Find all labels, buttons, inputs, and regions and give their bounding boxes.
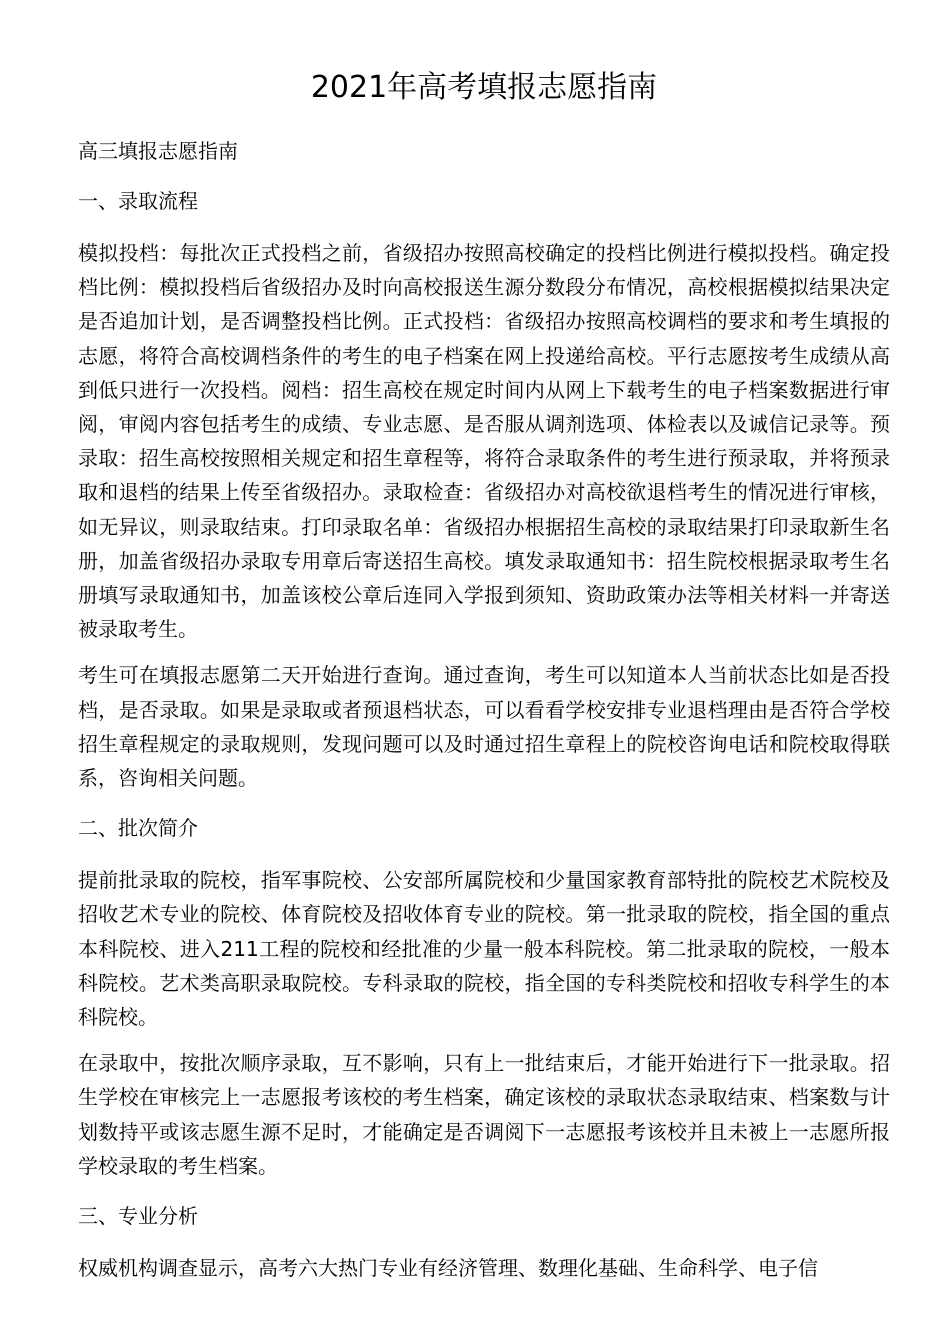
paragraph: 提前批录取的院校，指军事院校、公安部所属院校和少量国家教育部特批的院校艺术院校及招收艺术专业的院校、体育院校及招收体育专业的院校。第一批录取的院校，指全国的重点本科院校、进入211工程的院校和经批准的少量一般本科院校。第二批录取的院校，一般本科院校。艺术类高职录取院校。专科录取的院校，指全国的专科类院校和招收专科学生的本科院校。 <box>78 868 890 1030</box>
paragraph: 考生可在填报志愿第二天开始进行查询。通过查询，考生可以知道本人当前状态比如是否投档，是否录取。如果是录取或者预退档状态，可以看看学校安排专业退档理由是否符合学校招生章程规定的录取规则，发现问题可以及时通过招生章程上的院校咨询电话和院校取得联系，咨询相关问题。 <box>78 663 890 791</box>
section-batch-intro <box>78 811 890 1183</box>
section-heading: 一、录取流程 <box>78 189 198 213</box>
section-admission-process <box>78 184 890 795</box>
document-subtitle: 高三填报志愿指南 <box>78 139 238 163</box>
section-heading: 三、专业分析 <box>78 1204 198 1229</box>
paragraph: 在录取中，按批次顺序录取，互不影响，只有上一批结束后，才能开始进行下一批录取。招生学校在审核完上一志愿报考该校的考生档案，确定该校的录取状态录取结束、档案数与计划数持平或该志愿生源不足时，才能确定是否调阅下一志愿报考该校并且未被上一志愿所报学校录取的考生档案。 <box>78 1051 890 1178</box>
document-page <box>78 0 890 1285</box>
section-major-analysis <box>78 1199 890 1285</box>
section-heading: 二、批次简介 <box>78 816 198 841</box>
paragraph: 权威机构调查显示，高考六大热门专业有经济管理、数理化基础、生命科学、电子信 <box>78 1256 818 1281</box>
document-title: 2021年高考填报志愿指南 <box>310 70 658 105</box>
paragraph: 模拟投档：每批次正式投档之前，省级招办按照高校确定的投档比例进行模拟投档。确定投档比例：模拟投档后省级招办及时向高校报送生源分数段分布情况，高校根据模拟结果决定是否追加计划，是否调整投档比例。正式投档：省级招办按照高校调档的要求和考生填报的志愿，将符合高校调档条件的考生的电子档案在网上投递给高校。平行志愿按考生成绩从高到低只进行一次投档。阅档：招生高校在规定时间内从网上下载考生的电子档案数据进行审阅，审阅内容包括考生的成绩、专业志愿、是否服从调剂选项、体检表以及诚信记录等。预录取：招生高校按照相关规定和招生章程等，将符合录取条件的考生进行预录取，并将预录取和退档的结果上传至省级招办。录取检查：省级招办对高校欲退档考生的情况进行审核，如无异议，则录取结束。打印录取名单：省级招办根据招生高校的录取结果打印录取新生名册，加盖省级招办录取专用章后寄送招生高校。填发录取通知书：招生院校根据录取考生名册填写录取通知书，加盖该校公章后连同入学报到须知、资助政策办法等相关材料一并寄送被录取考生。 <box>78 241 890 642</box>
